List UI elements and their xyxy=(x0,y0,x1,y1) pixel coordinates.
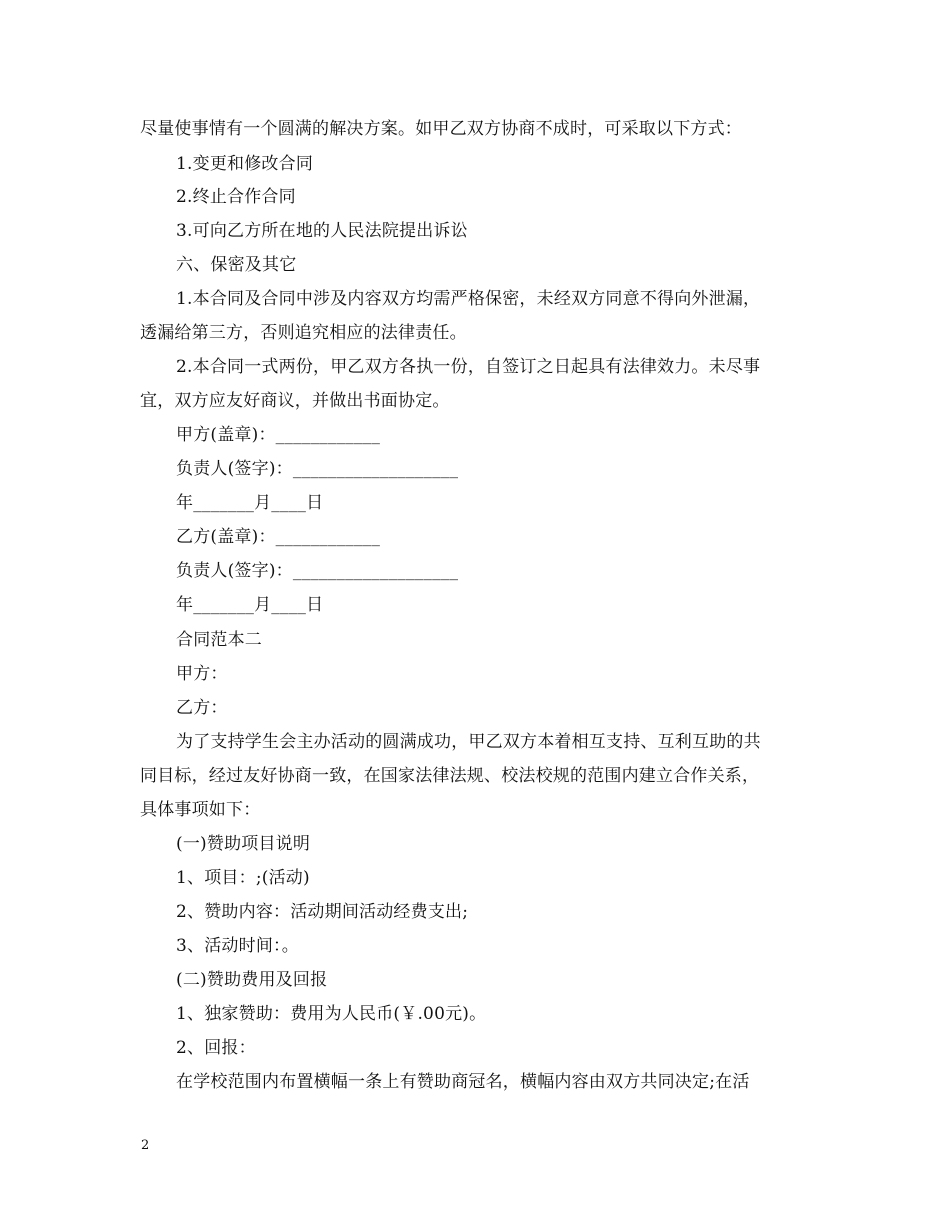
text-line: 在学校范围内布置横幅一条上有赞助商冠名，横幅内容由双方共同决定;在活 xyxy=(176,1072,750,1092)
text-line: 为了支持学生会主办活动的圆满成功，甲乙双方本着相互支持、互利互助的共 xyxy=(176,732,761,752)
text-line: 2.本合同一式两份，甲乙双方各执一份，自签订之日起具有法律效力。未尽事 xyxy=(176,357,761,377)
text-line: 1.本合同及合同中涉及内容双方均需严格保密，未经双方同意不得向外泄漏， xyxy=(176,289,761,309)
text-line: 2.终止合作合同 xyxy=(176,187,296,207)
party-line: 乙方： xyxy=(176,698,228,718)
text-line: 尽量使事情有一个圆满的解决方案。如甲乙双方协商不成时，可采取以下方式： xyxy=(140,119,742,139)
page-number: 2 xyxy=(141,1138,150,1153)
text-line: 1、项目：;(活动) xyxy=(176,868,310,888)
text-line: 同目标，经过友好协商一致，在国家法律法规、校法校规的范围内建立合作关系， xyxy=(140,766,760,786)
section-heading: 六、保密及其它 xyxy=(176,255,297,275)
text-line: 3、活动时间：。 xyxy=(176,936,299,956)
signature-line: 乙方(盖章)：____________ xyxy=(176,527,381,547)
signature-line: 负责人(签字)：___________________ xyxy=(176,459,459,479)
text-line: 1、独家赞助：费用为人民币(￥.00元)。 xyxy=(176,1004,487,1024)
text-line: 宜，双方应友好商议，并做出书面协定。 xyxy=(140,391,450,411)
date-line: 年_______月____日 xyxy=(176,493,324,513)
text-line: 2、回报： xyxy=(176,1038,256,1058)
signature-line: 负责人(签字)：___________________ xyxy=(176,561,459,581)
date-line: 年_______月____日 xyxy=(176,595,324,615)
section-heading: (二)赞助费用及回报 xyxy=(176,970,328,990)
section-heading: (一)赞助项目说明 xyxy=(176,834,311,854)
text-line: 具体事项如下： xyxy=(140,800,261,820)
text-line: 透漏给第三方，否则追究相应的法律责任。 xyxy=(140,323,467,343)
text-line: 2、赞助内容：活动期间活动经费支出; xyxy=(176,902,469,922)
party-line: 甲方： xyxy=(176,664,228,684)
document-subtitle: 合同范本二 xyxy=(176,630,262,650)
text-line: 3.可向乙方所在地的人民法院提出诉讼 xyxy=(176,221,468,241)
signature-line: 甲方(盖章)：____________ xyxy=(176,425,381,445)
text-line: 1.变更和修改合同 xyxy=(176,154,314,174)
